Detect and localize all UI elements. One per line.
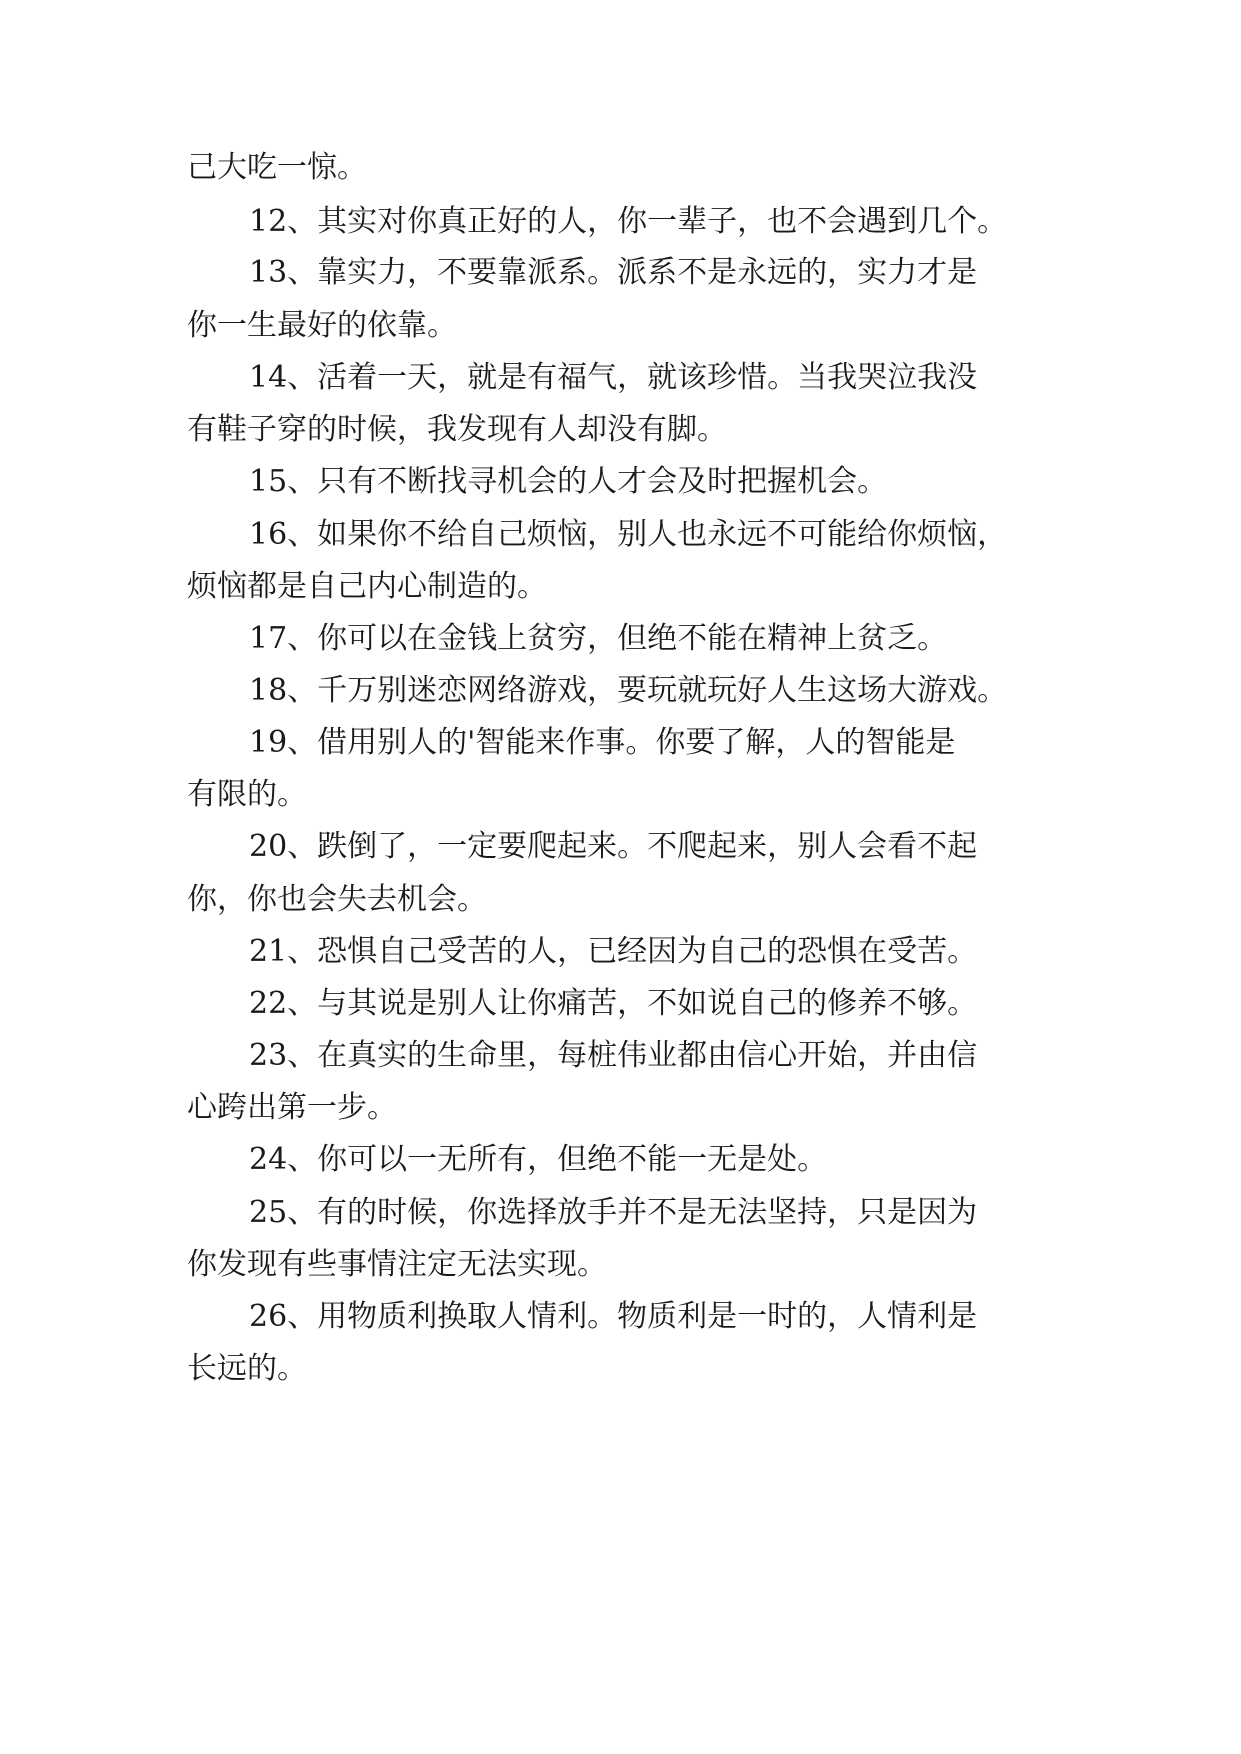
- text-line: 13、靠实力，不要靠派系。派系不是永远的，实力才是: [249, 255, 978, 290]
- text-line: 己大吃一惊。: [187, 150, 367, 185]
- text-line: 有鞋子穿的时候，我发现有人却没有脚。: [187, 412, 727, 447]
- text-line: 26、用物质利换取人情利。物质利是一时的，人情利是: [249, 1299, 978, 1334]
- text-line: 12、其实对你真正好的人，你一辈子，也不会遇到几个。: [249, 204, 1008, 239]
- text-line: 25、有的时候，你选择放手并不是无法坚持，只是因为: [249, 1195, 978, 1230]
- text-line: 21、恐惧自己受苦的人，已经因为自己的恐惧在受苦。: [249, 934, 978, 969]
- text-line: 14、活着一天，就是有福气，就该珍惜。当我哭泣我没: [249, 360, 978, 395]
- text-line: 你发现有些事情注定无法实现。: [187, 1247, 607, 1282]
- text-line: 16、如果你不给自己烦恼，别人也永远不可能给你烦恼，: [249, 517, 1008, 552]
- text-line: 你一生最好的依靠。: [187, 308, 457, 343]
- text-line: 24、你可以一无所有，但绝不能一无是处。: [249, 1142, 828, 1177]
- text-line: 23、在真实的生命里，每桩伟业都由信心开始，并由信: [249, 1038, 978, 1073]
- text-line: 22、与其说是别人让你痛苦，不如说自己的修养不够。: [249, 986, 978, 1021]
- text-line: 你，你也会失去机会。: [187, 882, 487, 917]
- text-line: 心跨出第一步。: [187, 1090, 397, 1125]
- text-line: 有限的。: [187, 777, 307, 812]
- text-line: 18、千万别迷恋网络游戏，要玩就玩好人生这场大游戏。: [249, 673, 1008, 708]
- text-line: 17、你可以在金钱上贫穷，但绝不能在精神上贫乏。: [249, 621, 948, 656]
- text-line: 15、只有不断找寻机会的人才会及时把握机会。: [249, 464, 888, 499]
- text-line: 19、借用别人的'智能来作事。你要了解，人的智能是: [249, 725, 956, 760]
- text-line: 20、跌倒了，一定要爬起来。不爬起来，别人会看不起: [249, 829, 978, 864]
- text-line: 烦恼都是自己内心制造的。: [187, 569, 547, 604]
- text-line: 长远的。: [187, 1351, 307, 1386]
